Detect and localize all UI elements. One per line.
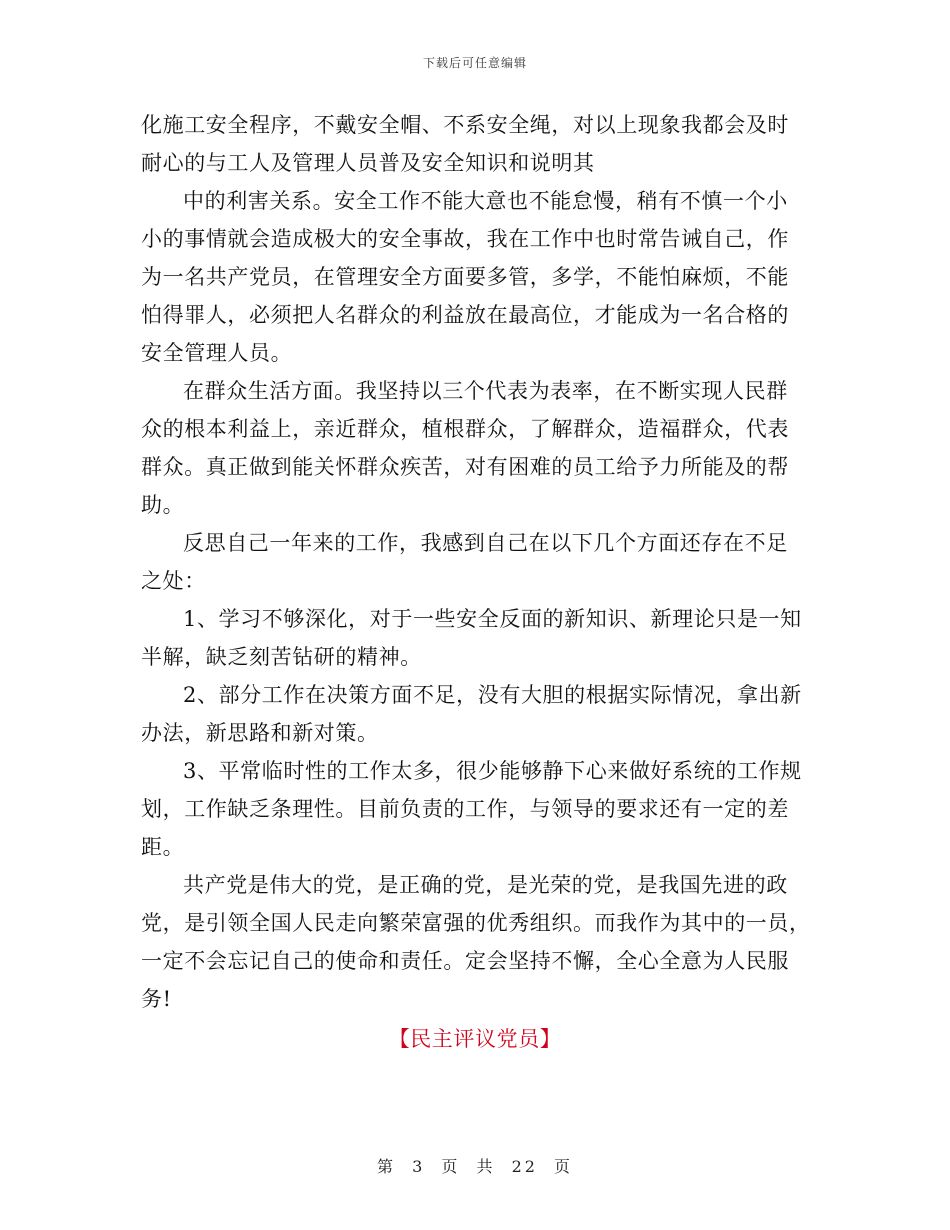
- text-line: 众的根本利益上，亲近群众，植根群众，了解群众，造福群众，代表: [141, 417, 789, 441]
- text-line: 中的利害关系。安全工作不能大意也不能怠慢，稍有不慎一个小: [183, 189, 788, 213]
- text-line: 小的事情就会造成极大的安全事故，我在工作中也时常告诫自己，作: [141, 227, 789, 251]
- text-line: 共产党是伟大的党，是正确的党，是光荣的党，是我国先进的政: [183, 873, 788, 897]
- text-line: 一定不会忘记自己的使命和责任。定会坚持不懈，全心全意为人民服: [141, 949, 789, 973]
- text-line: 为一名共产党员，在管理安全方面要多管，多学，不能怕麻烦，不能: [141, 265, 789, 289]
- footer-prefix: 第: [376, 1157, 396, 1176]
- section-heading: 【民主评议党员】: [388, 1027, 562, 1051]
- footer-page-word: 页: [441, 1157, 461, 1176]
- paragraph-2: [141, 182, 809, 372]
- paragraph-5: [141, 600, 809, 676]
- text-line: 之处：: [141, 569, 206, 593]
- paragraph-6: [141, 676, 809, 752]
- text-line: 群众。真正做到能关怀群众疾苦，对有困难的员工给予力所能及的帮: [141, 455, 789, 479]
- paragraph-4: [141, 524, 809, 600]
- text-line: 怕得罪人，必须把人名群众的利益放在最高位，才能成为一名合格的: [141, 303, 789, 327]
- total-pages-number: 22: [511, 1157, 538, 1176]
- header-note: 下载后可任意编辑: [422, 56, 527, 70]
- text-line: 党，是引领全国人民走向繁荣富强的优秀组织。而我作为其中的一员，: [141, 911, 811, 935]
- paragraph-7: [141, 752, 809, 866]
- text-line: 3、平常临时性的工作太多，很少能够静下心来做好系统的工作规: [183, 759, 802, 783]
- paragraph-8: [141, 866, 809, 1018]
- paragraph-1: [141, 106, 809, 182]
- current-page-number: 3: [412, 1157, 426, 1176]
- text-line: 耐心的与工人及管理人员普及安全知识和说明其: [141, 151, 595, 175]
- text-line: 划，工作缺乏条理性。目前负责的工作，与领导的要求还有一定的差: [141, 797, 789, 821]
- footer-suffix: 页: [554, 1157, 574, 1176]
- text-line: 2、部分工作在决策方面不足，没有大胆的根据实际情况，拿出新: [183, 683, 802, 707]
- text-line: 务!: [141, 987, 172, 1011]
- page-footer: [0, 1154, 950, 1177]
- text-line: 反思自己一年来的工作，我感到自己在以下几个方面还存在不足: [183, 531, 788, 555]
- text-line: 助。: [141, 493, 185, 517]
- text-line: 在群众生活方面。我坚持以三个代表为表率，在不断实现人民群: [183, 379, 788, 403]
- text-line: 安全管理人员。: [141, 341, 293, 365]
- footer-total-word: 共: [476, 1157, 496, 1176]
- paragraph-3: [141, 372, 809, 524]
- document-body: [141, 106, 809, 1058]
- text-line: 办法，新思路和新对策。: [141, 721, 379, 745]
- text-line: 距。: [141, 835, 185, 859]
- text-line: 化施工安全程序，不戴安全帽、不系安全绳，对以上现象我都会及时: [141, 113, 789, 137]
- text-line: 半解，缺乏刻苦钻研的精神。: [141, 645, 422, 669]
- text-line: 1、学习不够深化，对于一些安全反面的新知识、新理论只是一知: [183, 607, 802, 631]
